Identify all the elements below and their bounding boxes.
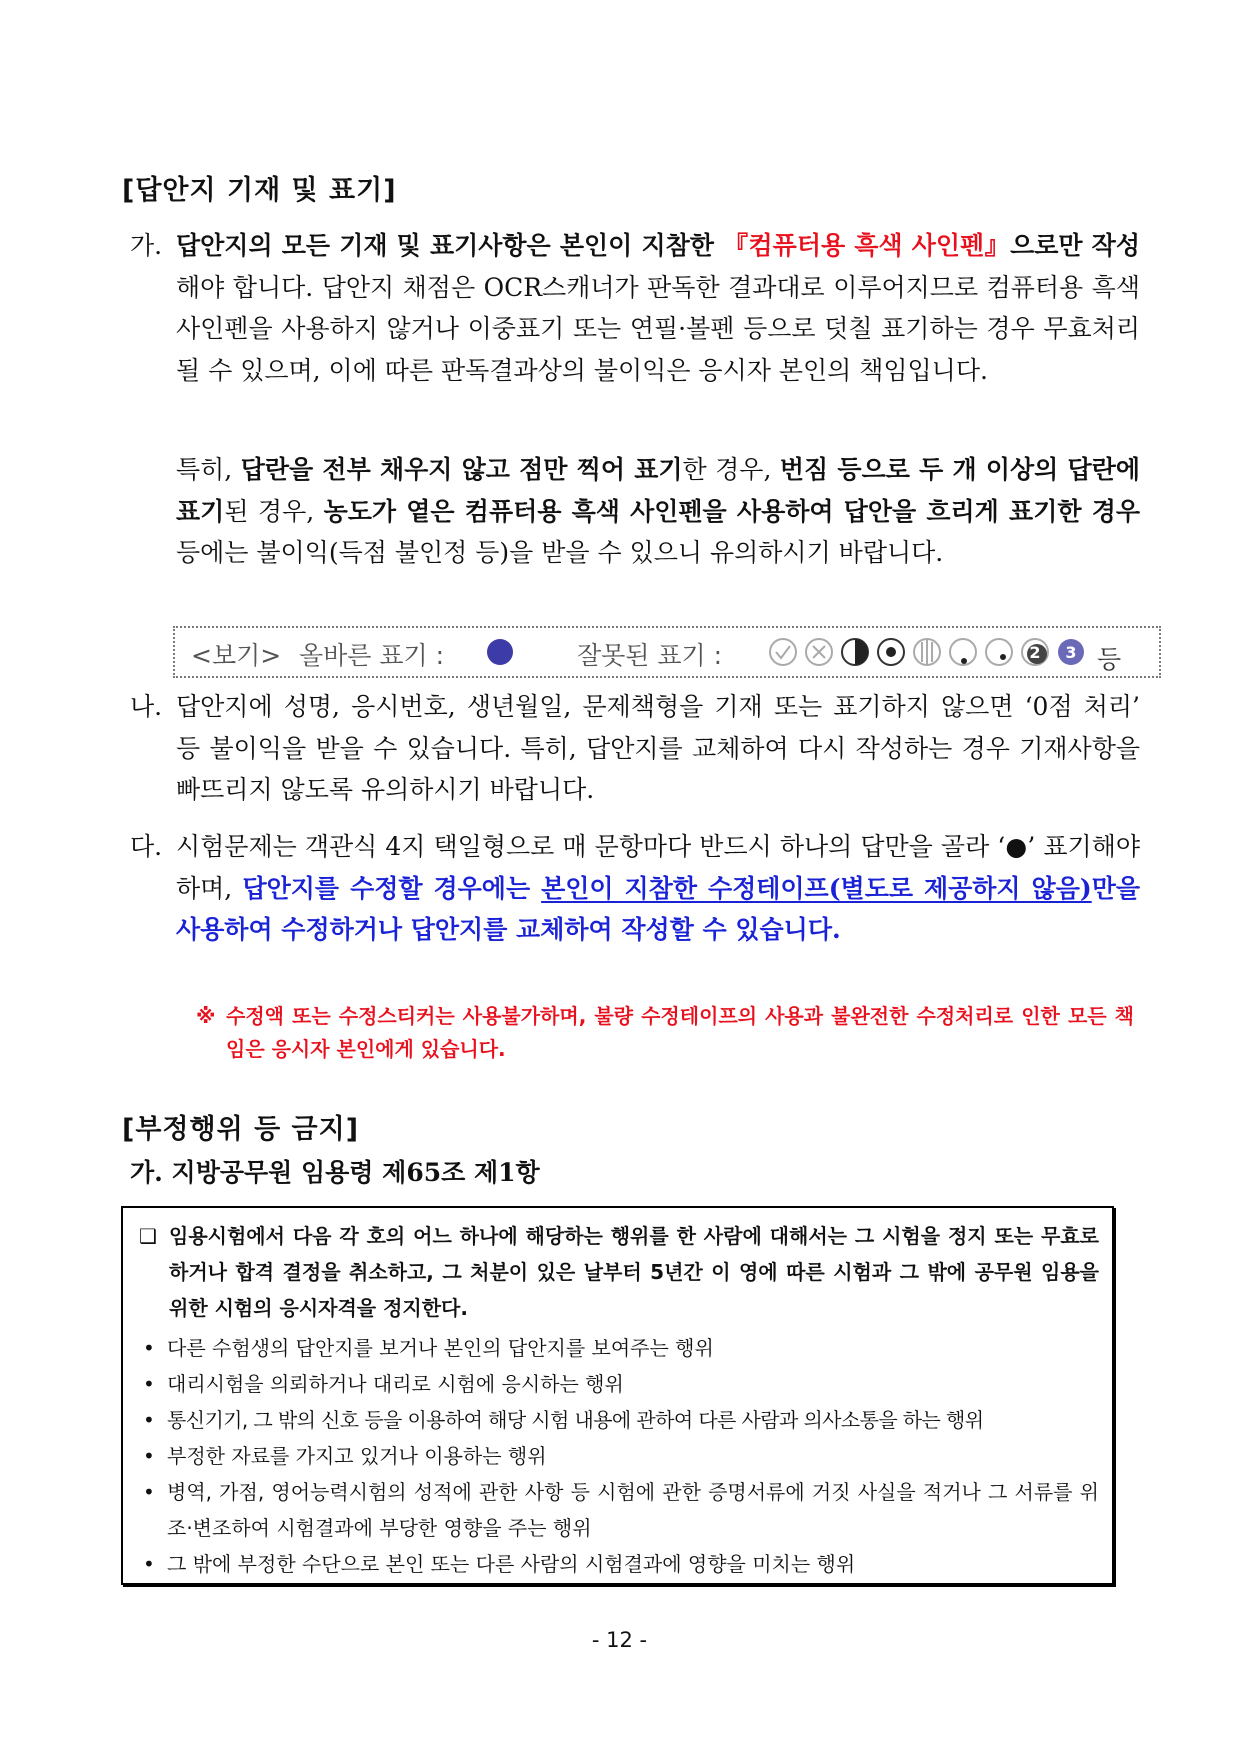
regulation-list — [139, 1330, 1099, 1582]
half-filled-mark-icon — [839, 636, 871, 668]
correct-mark-icon — [485, 637, 515, 667]
special-text-5: 된 경우, — [224, 496, 324, 526]
digit-three-mark-icon — [1055, 636, 1087, 668]
x-mark-icon — [803, 636, 835, 668]
regulation-lead-text: 임용시험에서 다음 각 호의 어느 하나에 해당하는 행위를 한 사람에 대해서는 그 시험을 정지 또는 무효로 하거나 합격 결정을 취소하고, 그 처분이 있은 날부터 5년간 이 영에 따른 시험과 그 밖에 공무원 임용을 위한 시험의 응시자격을 정지한다. — [169, 1224, 1099, 1320]
regulation-lead — [139, 1218, 1099, 1326]
special-text-6: 농도가 옅은 컴퓨터용 흑색 사인펜을 사용하여 답안을 흐리게 표기한 경우 — [323, 496, 1140, 526]
list-item — [139, 1474, 1099, 1546]
marking-example-box — [173, 626, 1161, 678]
item-na-marker: 나. — [130, 692, 163, 721]
item-da-text-2: 답안지를 수정할 경우에는 — [242, 873, 542, 903]
item-da-text-4: 만을 사용하여 수정하거나 답안지를 교체하여 작성할 수 있습니다. — [176, 873, 1140, 944]
list-item-text: 통신기기, 그 밖의 신호 등을 이용하여 해당 시험 내용에 관하여 다른 사람과 의사소통을 하는 행위 — [167, 1408, 984, 1432]
bullet-icon: • — [143, 1552, 155, 1576]
special-note-body — [176, 449, 1140, 574]
dot-mark-icon — [875, 636, 907, 668]
check-mark-icon — [767, 636, 799, 668]
item-na-body: 답안지에 성명, 응시번호, 생년월일, 문제책형을 기재 또는 표기하지 않으면 ‘0점 처리’ 등 불이익을 받을 수 있습니다. 특히, 답안지를 교체하여 다시 작성하는 경우 기재사항을 빠뜨리지 않도록 유의하시기 바랍니다. — [176, 692, 1140, 804]
example-label: <보기> — [191, 641, 282, 670]
misconduct-subheading-text: 가. 지방공무원 임용령 제65조 제1항 — [130, 1158, 540, 1187]
list-item-text: 대리시험을 의뢰하거나 대리로 시험에 응시하는 행위 — [167, 1372, 624, 1396]
item-ga-text-1: 답안지의 모든 기재 및 표기사항은 본인이 지참한 — [176, 231, 724, 260]
list-item-text: 부정한 자료를 가지고 있거나 이용하는 행위 — [167, 1444, 547, 1468]
svg-text:3: 3 — [1065, 643, 1077, 662]
list-item — [139, 1366, 1099, 1402]
list-item — [139, 1438, 1099, 1474]
item-da — [130, 826, 1140, 951]
item-da-body — [176, 826, 1140, 951]
example-wrong-label: 잘못된 표기 : — [577, 641, 723, 670]
item-ga-body — [176, 225, 1140, 391]
special-note — [130, 449, 1140, 574]
striped-mark-icon — [911, 636, 943, 668]
list-item — [139, 1330, 1099, 1366]
item-na — [130, 686, 1140, 811]
regulation-box — [121, 1206, 1114, 1585]
list-item — [139, 1546, 1099, 1582]
list-item-text: 다른 수험생의 답안지를 보거나 본인의 답안지를 보여주는 행위 — [167, 1336, 714, 1360]
list-item — [139, 1402, 1099, 1438]
item-da-text-1: 시험문제는 객관식 4지 택일형으로 매 문항마다 반드시 하나의 답만을 골라 ‘●’ 표기해야 하며, — [176, 832, 1140, 903]
page-number: - 12 - — [591, 1628, 648, 1652]
special-text-3: 한 경우, — [682, 455, 780, 484]
example-correct-label: 올바른 표기 : — [299, 641, 445, 670]
list-item-text: 병역, 가점, 영어능력시험의 성적에 관한 사항 등 시험에 관한 증명서류에 거짓 사실을 적거나 그 서류를 위조·변조하여 시험결과에 부당한 영향을 주는 행위 — [167, 1480, 1099, 1540]
bullet-icon: • — [143, 1444, 155, 1468]
special-text-4: 번짐 등으로 두 개 이상의 답란에 표기 — [176, 455, 1140, 526]
digit-two-mark-icon — [1019, 636, 1051, 668]
list-item-text: 그 밖에 부정한 수단으로 본인 또는 다른 사람의 시험결과에 영향을 미치는 행위 — [167, 1552, 856, 1576]
item-ga-signpen: 『컴퓨터용 흑색 사인펜』 — [723, 231, 1011, 260]
item-da-marker: 다. — [130, 832, 163, 861]
svg-text:2: 2 — [1029, 643, 1041, 662]
bullet-icon: • — [143, 1480, 155, 1504]
special-text-7: 등에는 불이익(득점 불인정 등)을 받을 수 있으니 유의하시기 바랍니다. — [176, 538, 944, 567]
misconduct-subheading — [130, 1152, 1140, 1194]
note-marker: ※ — [196, 1004, 216, 1028]
special-text-1: 특히, — [176, 455, 241, 484]
small-dot-mark-icon — [947, 636, 979, 668]
special-text-2: 답란을 전부 채우지 않고 점만 찍어 표기 — [240, 455, 683, 484]
item-ga — [130, 225, 1140, 391]
bullet-icon: • — [143, 1336, 155, 1360]
section-heading-misconduct: [부정행위 등 금지] — [122, 1114, 360, 1145]
item-ga-text-4: 해야 합니다. 답안지 채점은 OCR스캐너가 판독한 결과대로 이루어지므로 컴퓨터용 흑색 사인펜을 사용하지 않거나 이중표기 또는 연필·볼펜 등으로 덧칠 표기하는 경우 무효처리 될 수 있으며, 이에 따른 판독결과상의 불이익은 응시자 본인의 책임입니다. — [176, 272, 1140, 385]
correction-warning-note — [196, 1000, 1134, 1066]
note-text: 수정액 또는 수정스티커는 사용불가하며, 불량 수정테이프의 사용과 불완전한 수정처리로 인한 모든 책임은 응시자 본인에게 있습니다. — [226, 1004, 1134, 1061]
item-ga-text-3: 으로만 작성 — [1010, 231, 1140, 260]
item-ga-marker: 가. — [130, 231, 163, 260]
section-heading-answer-sheet: [답안지 기재 및 표기] — [122, 175, 397, 206]
checkbox-square-icon: ❑ — [139, 1224, 157, 1248]
bullet-icon: • — [143, 1372, 155, 1396]
example-suffix: 등 — [1097, 645, 1122, 674]
item-da-correction-tape: 본인이 지참한 수정테이프(별도로 제공하지 않음) — [541, 873, 1092, 903]
bullet-icon: • — [143, 1408, 155, 1432]
offcenter-dot-mark-icon — [983, 636, 1015, 668]
